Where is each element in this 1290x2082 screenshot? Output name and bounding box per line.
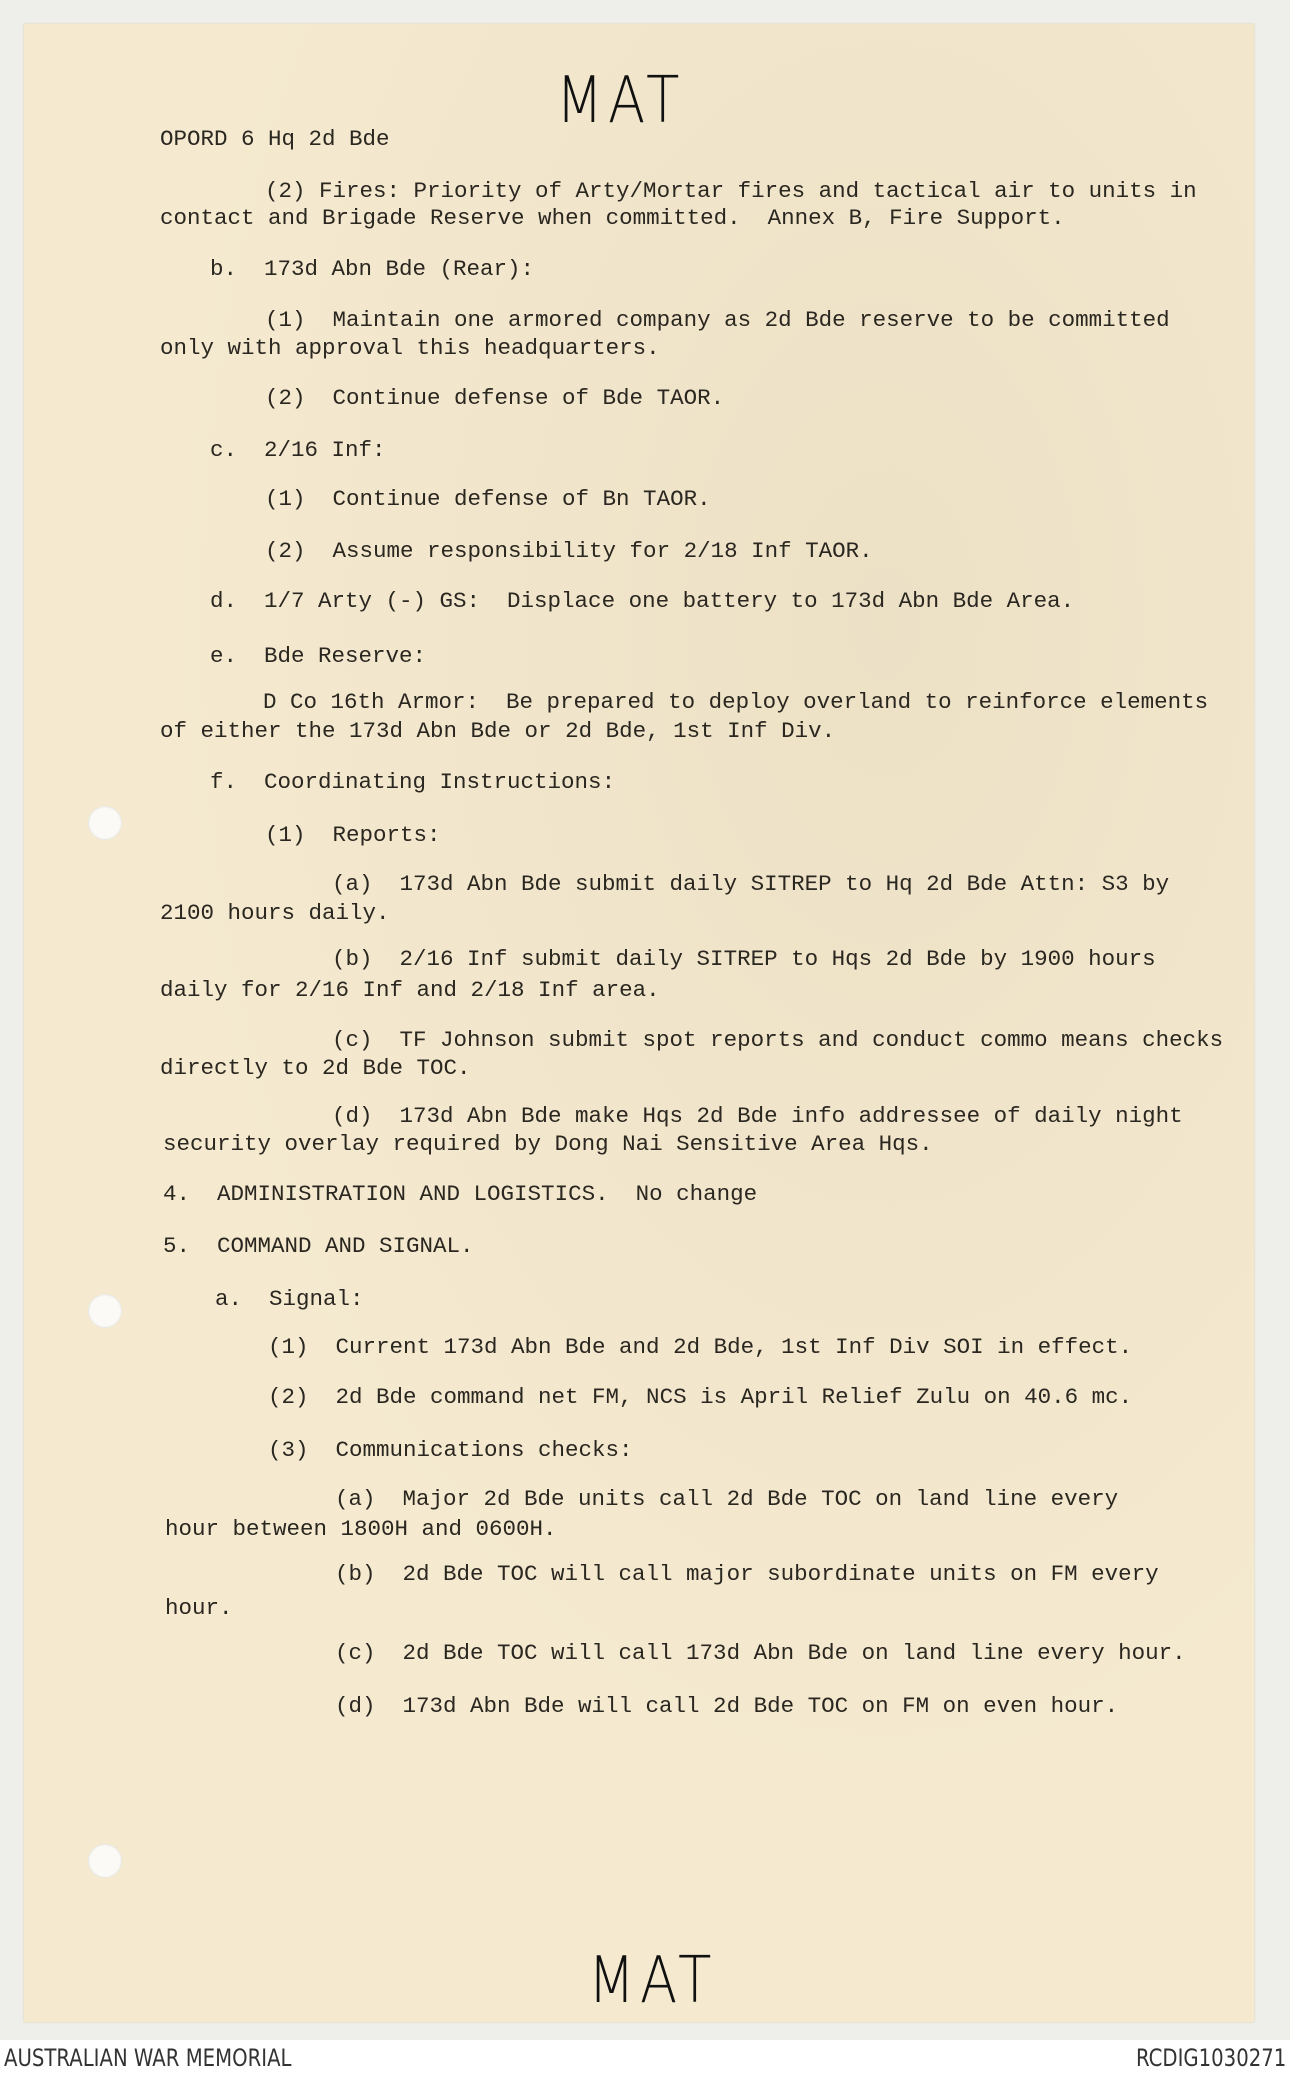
text-line: (c) 2d Bde TOC will call 173d Abn Bde on land line every hour. [335,1640,1186,1666]
text-line: security overlay required by Dong Nai Sensitive Area Hqs. [163,1131,933,1157]
text-line: f. Coordinating Instructions: [210,769,616,795]
text-line: (d) 173d Abn Bde make Hqs 2d Bde info addressee of daily night [332,1103,1183,1129]
text-line: (b) 2/16 Inf submit daily SITREP to Hqs 2d Bde by 1900 hours [332,946,1156,972]
text-line: daily for 2/16 Inf and 2/18 Inf area. [160,977,660,1003]
text-line: (a) Major 2d Bde units call 2d Bde TOC on land line every [335,1486,1119,1512]
text-line: 2100 hours daily. [160,900,390,926]
text-line: (1) Maintain one armored company as 2d Bde reserve to be committed [265,307,1170,333]
text-line: (2) Continue defense of Bde TAOR. [265,385,725,411]
text-line: hour between 1800H and 0600H. [165,1516,557,1542]
punch-hole [88,1294,122,1328]
text-line: d. 1/7 Arty (-) GS: Displace one battery to 173d Abn Bde Area. [210,588,1075,614]
text-line: (2) Assume responsibility for 2/18 Inf TAOR. [265,538,873,564]
text-line: (1) Reports: [265,822,441,848]
text-line: (2) 2d Bde command net FM, NCS is April Relief Zulu on 40.6 mc. [268,1384,1133,1410]
text-line: b. 173d Abn Bde (Rear): [210,256,535,282]
text-line: (3) Communications checks: [268,1437,633,1463]
text-line: (d) 173d Abn Bde will call 2d Bde TOC on FM on even hour. [335,1693,1119,1719]
punch-hole [88,1844,122,1878]
document-header: OPORD 6 Hq 2d Bde [160,126,390,152]
text-line: a. Signal: [215,1286,364,1312]
text-line: c. 2/16 Inf: [210,437,386,463]
text-line: directly to 2d Bde TOC. [160,1055,471,1081]
handwritten-mark-bottom: MAT [588,1944,717,2018]
text-line: (c) TF Johnson submit spot reports and conduct commo means checks [332,1027,1224,1053]
text-line: 4. ADMINISTRATION AND LOGISTICS. No change [163,1181,758,1207]
text-line: contact and Brigade Reserve when committed. Annex B, Fire Support. [160,205,1065,231]
text-line: D Co 16th Armor: Be prepared to deploy overland to reinforce elements [263,689,1209,715]
text-line: of either the 173d Abn Bde or 2d Bde, 1st Inf Div. [160,718,836,744]
footer-record-id: RCDIG1030271 [1135,2044,1286,2072]
text-line: (1) Continue defense of Bn TAOR. [265,486,711,512]
text-line: (a) 173d Abn Bde submit daily SITREP to Hq 2d Bde Attn: S3 by [332,871,1170,897]
text-line: (2) Fires: Priority of Arty/Mortar fires and tactical air to units in [265,178,1197,204]
text-line: only with approval this headquarters. [160,335,660,361]
text-line: 5. COMMAND AND SIGNAL. [163,1233,474,1259]
footer-institution: AUSTRALIAN WAR MEMORIAL [4,2044,292,2072]
text-line: hour. [165,1595,233,1621]
text-line: (1) Current 173d Abn Bde and 2d Bde, 1st Inf Div SOI in effect. [268,1334,1133,1360]
handwritten-mark-top: MAT [556,64,685,138]
punch-hole [88,806,122,840]
text-line: e. Bde Reserve: [210,643,427,669]
text-line: (b) 2d Bde TOC will call major subordinate units on FM every [335,1561,1159,1587]
